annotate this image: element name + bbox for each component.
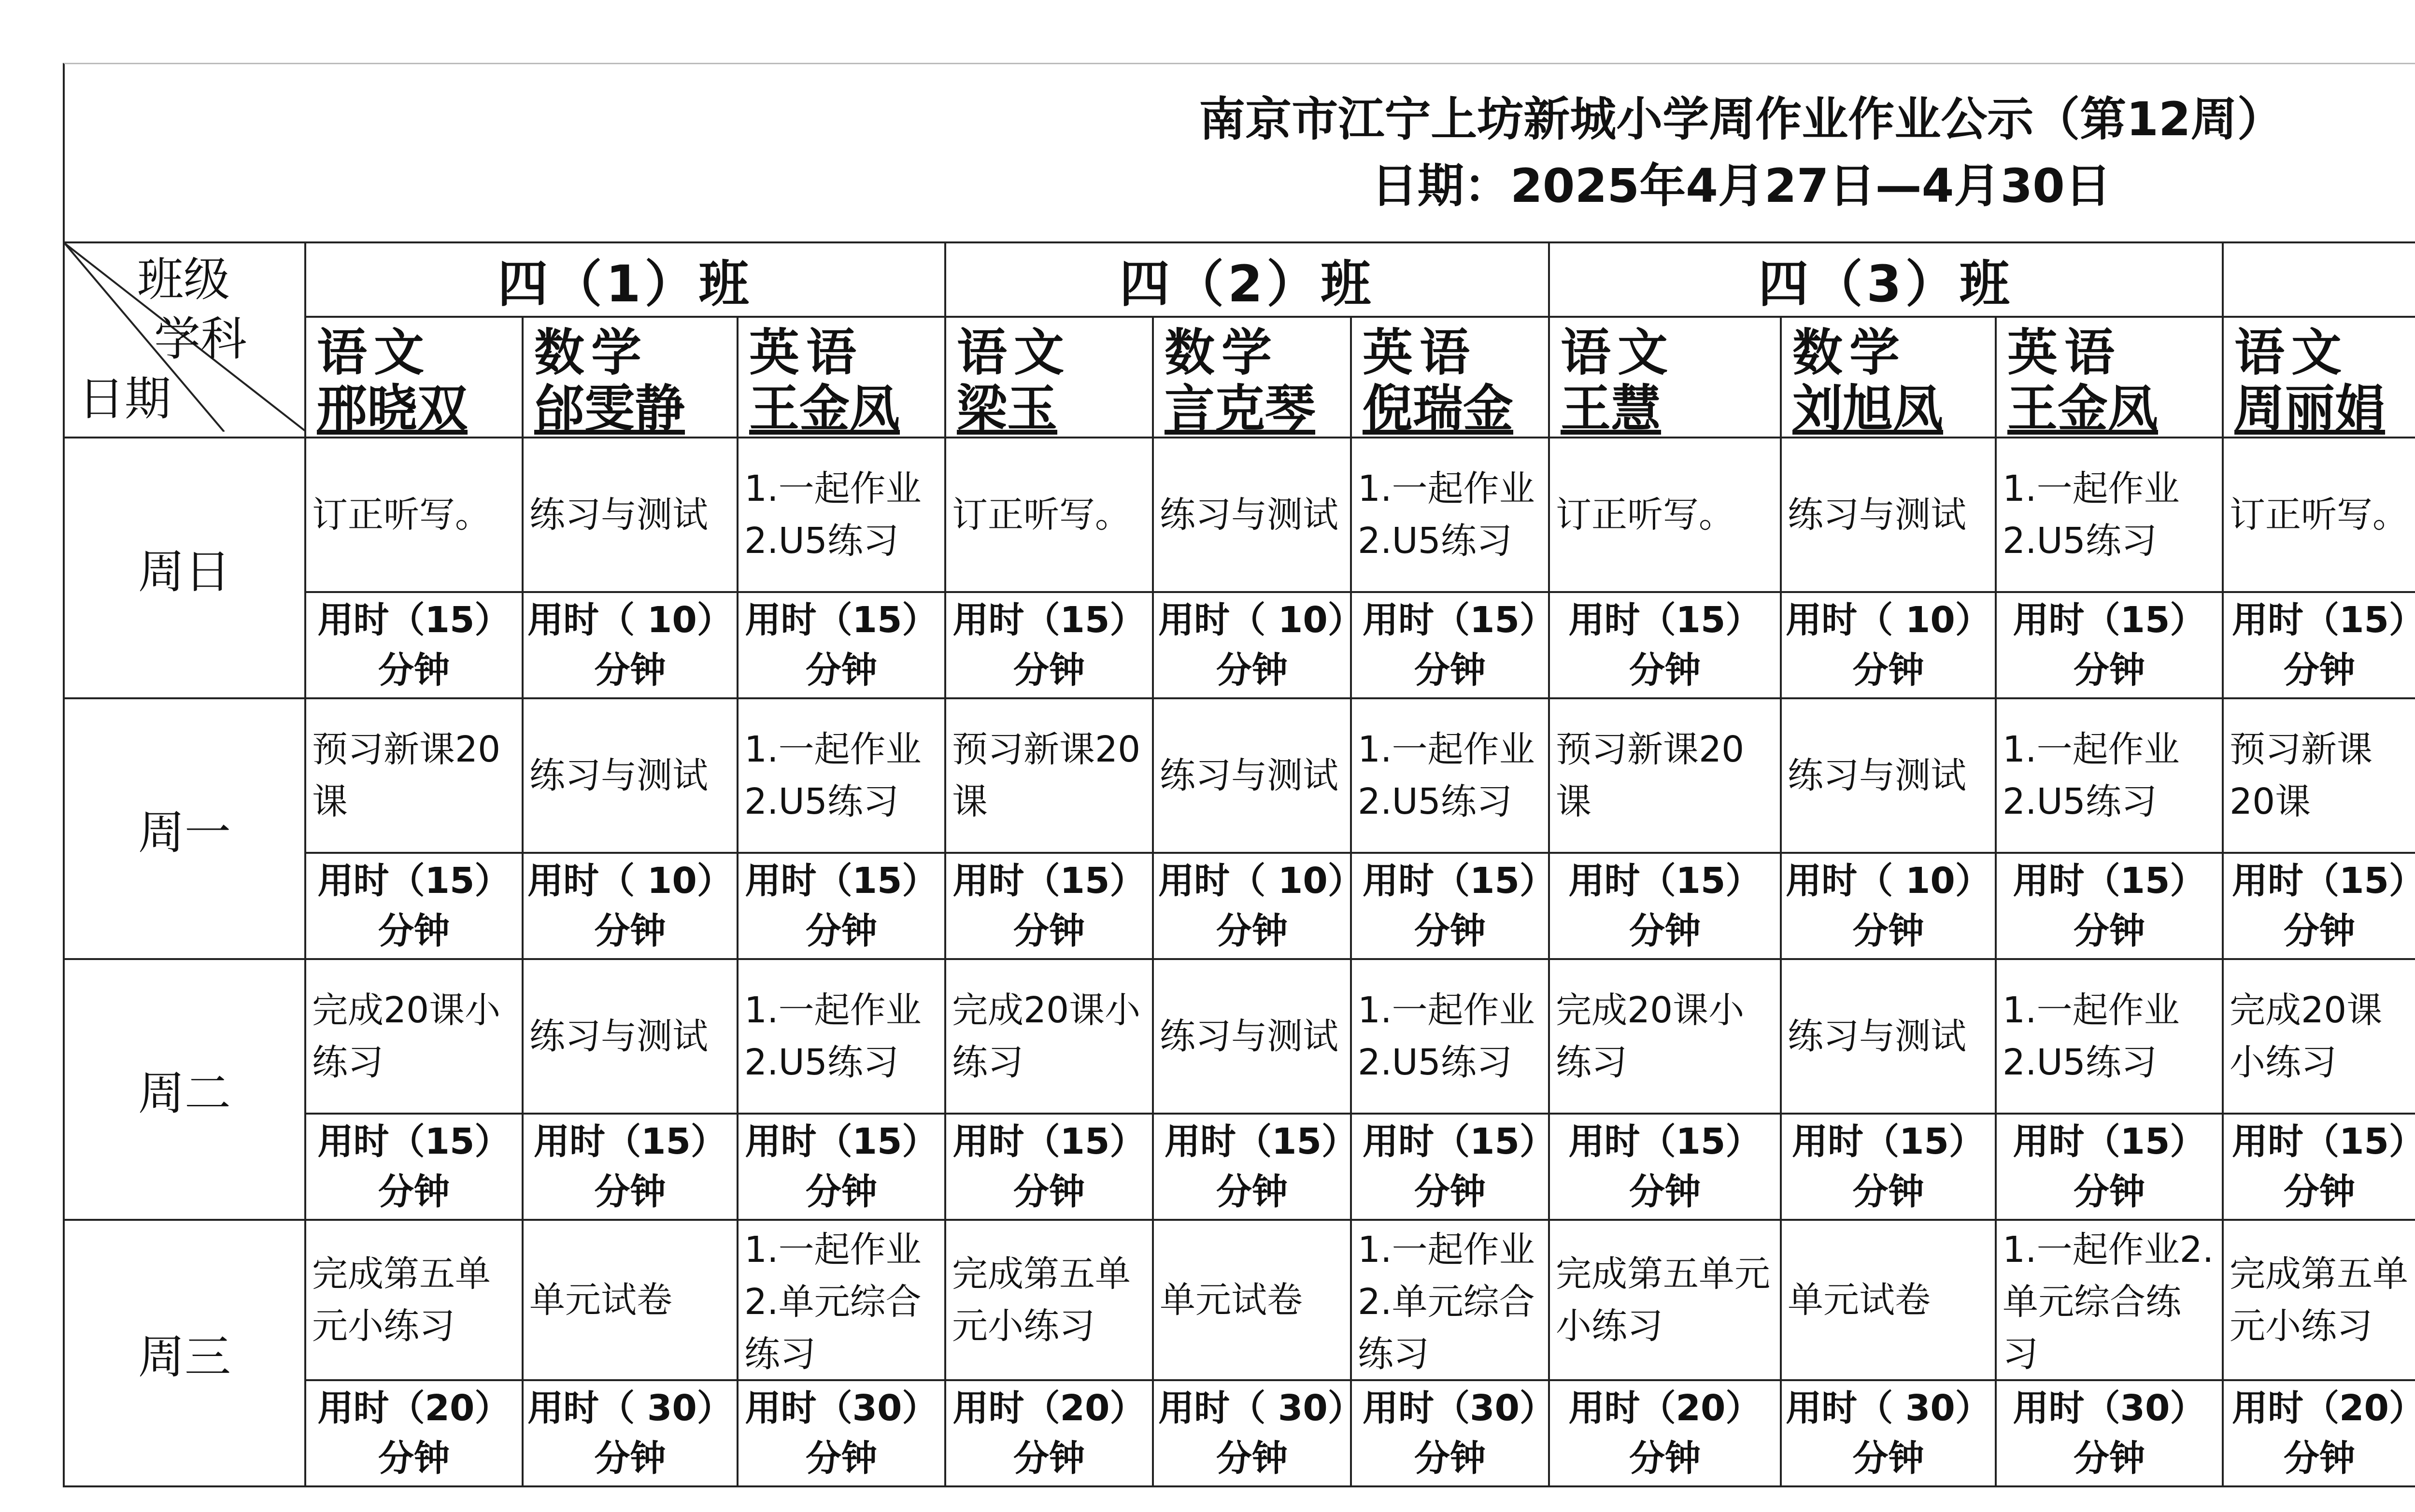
homework-task-text: 1.一起作业2.单元综合练习 — [2003, 1229, 2214, 1375]
day-label: 周三 — [64, 1220, 305, 1486]
time-spent-cell: 用时（15）分钟 — [305, 1114, 523, 1220]
time-spent-cell: 用时（15）分钟 — [2223, 592, 2415, 698]
homework-task-text: 练习与测试 — [1788, 755, 1967, 796]
subject-header-cell — [305, 317, 523, 438]
time-spent-cell: 用时（ 10）分钟 — [1153, 592, 1351, 698]
homework-task-text: 完成20课小练习 — [1556, 989, 1745, 1083]
subject-header-cell — [523, 317, 738, 438]
time-spent-cell: 用时（15）分钟 — [1153, 1114, 1351, 1220]
homework-table — [63, 241, 2415, 1487]
homework-task-cell — [1781, 438, 1996, 592]
teacher-name: 王金凤 — [749, 379, 900, 438]
time-spent-cell: 用时（ 30）分钟 — [1781, 1380, 1996, 1486]
homework-task-text: 1.一起作业2.U5练习 — [2003, 989, 2180, 1083]
homework-task-cell — [738, 959, 945, 1114]
homework-task-text: 1.一起作业 2.U5练习 — [1358, 989, 1535, 1083]
homework-task-cell — [1351, 698, 1549, 853]
homework-task-cell — [945, 698, 1153, 853]
subject-header-cell — [1351, 317, 1549, 438]
homework-task-text: 1.一起作业2.单元综合练习 — [744, 1229, 922, 1375]
day-label: 周一 — [64, 698, 305, 959]
homework-task-cell — [945, 959, 1153, 1114]
time-spent-cell: 用时（20）分钟 — [1549, 1380, 1781, 1486]
title-block — [63, 63, 2415, 241]
homework-task-text: 完成第五单元小练习 — [1556, 1253, 1771, 1347]
time-spent-cell: 用时（15）分钟 — [945, 853, 1153, 959]
time-spent-cell: 用时（15）分钟 — [1996, 592, 2223, 698]
time-spent-cell: 用时（20）分钟 — [305, 1380, 523, 1486]
homework-task-cell — [1781, 1220, 1996, 1380]
time-spent-cell: 用时（15）分钟 — [1781, 1114, 1996, 1220]
subject-header-cell — [2223, 317, 2415, 438]
subject-name: 语文 — [317, 323, 431, 382]
time-spent-cell: 用时（15）分钟 — [738, 592, 945, 698]
subject-name: 数学 — [1165, 323, 1279, 382]
homework-task-cell — [738, 1220, 945, 1380]
time-spent-cell: 用时（15）分钟 — [1351, 853, 1549, 959]
class-header: 四（3）班 — [1549, 242, 2223, 317]
subject-header-cell — [1153, 317, 1351, 438]
time-spent-cell: 用时（ 30）分钟 — [523, 1380, 738, 1486]
time-spent-cell: 用时（ 30）分钟 — [1153, 1380, 1351, 1486]
homework-task-text: 练习与测试 — [1160, 755, 1339, 796]
time-spent-cell: 用时（30）分钟 — [1351, 1380, 1549, 1486]
subject-name: 英语 — [749, 323, 864, 382]
time-spent-cell: 用时（15）分钟 — [1549, 853, 1781, 959]
time-spent-cell: 用时（15）分钟 — [305, 853, 523, 959]
time-spent-cell: 用时（15）分钟 — [2223, 1114, 2415, 1220]
time-spent-cell: 用时（30）分钟 — [1996, 1380, 2223, 1486]
subject-header-cell — [1781, 317, 1996, 438]
homework-task-cell — [1153, 438, 1351, 592]
homework-task-text: 练习与测试 — [1160, 494, 1339, 536]
homework-task-cell — [305, 1220, 523, 1380]
corner-subject-label: 学科 — [154, 312, 247, 366]
homework-task-text: 1.一起作业2.U5练习 — [2003, 729, 2180, 822]
homework-task-cell — [1549, 959, 1781, 1114]
corner-date-label: 日期 — [78, 372, 171, 426]
class-header — [2223, 242, 2415, 317]
homework-task-text: 单元试卷 — [529, 1279, 672, 1321]
teacher-name: 言克琴 — [1165, 379, 1316, 438]
teacher-name: 邰雯静 — [534, 379, 685, 438]
day-label: 周二 — [64, 959, 305, 1220]
subject-name: 语文 — [957, 323, 1071, 382]
homework-task-text: 1.一起作业2.U5练习 — [744, 729, 922, 822]
homework-task-cell — [2223, 959, 2415, 1114]
homework-task-cell — [523, 1220, 738, 1380]
date-range: 日期：2025年4月27日—4月30日 — [1371, 159, 2111, 213]
day-task-row — [64, 438, 2415, 592]
homework-task-text: 1.一起作业2.U5练习 — [744, 468, 922, 562]
homework-task-text: 练习与测试 — [1160, 1016, 1339, 1057]
homework-task-cell — [1549, 698, 1781, 853]
day-task-row — [64, 1220, 2415, 1380]
teacher-name: 梁玉 — [957, 379, 1058, 438]
time-spent-cell: 用时（15）分钟 — [1996, 853, 2223, 959]
homework-task-cell — [1781, 959, 1996, 1114]
homework-task-text: 订正听写。 — [2230, 494, 2409, 536]
homework-task-cell — [1153, 1220, 1351, 1380]
homework-task-cell — [1996, 438, 2223, 592]
homework-task-cell — [1351, 438, 1549, 592]
homework-task-text: 练习与测试 — [529, 1016, 708, 1057]
homework-task-cell — [2223, 1220, 2415, 1380]
subject-header-cell — [738, 317, 945, 438]
homework-task-cell — [305, 959, 523, 1114]
homework-task-text: 完成第五单元小练习 — [312, 1253, 491, 1347]
homework-task-text: 1.一起作业2.U5练习 — [744, 989, 922, 1083]
teacher-name: 周丽娟 — [2234, 379, 2386, 438]
time-spent-cell: 用时（15）分钟 — [1549, 1114, 1781, 1220]
homework-task-text: 预习新课20课 — [2230, 729, 2373, 822]
homework-task-text: 完成20课小练习 — [952, 989, 1141, 1083]
time-spent-cell: 用时（ 10）分钟 — [523, 853, 738, 959]
time-spent-cell: 用时（15）分钟 — [1549, 592, 1781, 698]
homework-task-cell — [2223, 698, 2415, 853]
homework-task-cell — [1996, 698, 2223, 853]
homework-task-text: 练习与测试 — [529, 494, 708, 536]
day-time-row — [64, 592, 2415, 698]
homework-task-cell — [1153, 698, 1351, 853]
homework-task-text: 练习与测试 — [1788, 1016, 1967, 1057]
homework-task-cell — [1153, 959, 1351, 1114]
time-spent-cell: 用时（ 10）分钟 — [1153, 853, 1351, 959]
subject-name: 语文 — [2234, 323, 2349, 382]
homework-task-cell — [305, 438, 523, 592]
homework-task-cell — [945, 1220, 1153, 1380]
homework-task-text: 完成第五单元小练习 — [952, 1253, 1131, 1347]
time-spent-cell: 用时（15）分钟 — [523, 1114, 738, 1220]
time-spent-cell: 用时（ 10）分钟 — [1781, 592, 1996, 698]
day-task-row — [64, 959, 2415, 1114]
homework-task-text: 预习新课20课 — [952, 729, 1141, 822]
teacher-name: 倪瑞金 — [1363, 379, 1514, 438]
homework-task-text: 完成20课小练习 — [312, 989, 501, 1083]
subject-name: 英语 — [1363, 323, 1477, 382]
subject-name: 数学 — [534, 323, 649, 382]
homework-task-text: 完成第五单元小练习 — [2230, 1253, 2409, 1347]
homework-sheet — [63, 63, 2415, 1487]
day-time-row — [64, 1114, 2415, 1220]
homework-task-text: 单元试卷 — [1788, 1279, 1931, 1321]
class-header: 四（1）班 — [305, 242, 945, 317]
class-header: 四（2）班 — [945, 242, 1549, 317]
time-spent-cell: 用时（20）分钟 — [2223, 1380, 2415, 1486]
time-spent-cell: 用时（15）分钟 — [305, 592, 523, 698]
homework-task-cell — [738, 438, 945, 592]
homework-task-text: 1.一起作业 2.U5练习 — [1358, 729, 1535, 822]
homework-task-cell — [945, 438, 1153, 592]
subject-name: 语文 — [1561, 323, 1675, 382]
corner-class-label: 班级 — [137, 253, 230, 307]
homework-task-text: 预习新课20课 — [1556, 729, 1745, 822]
homework-task-cell — [1996, 1220, 2223, 1380]
teacher-name: 刘旭凤 — [1792, 379, 1944, 438]
corner-header-cell — [64, 242, 305, 438]
day-time-row — [64, 1380, 2415, 1486]
homework-task-cell — [305, 698, 523, 853]
homework-task-text: 1.一起作业2.U5练习 — [2003, 468, 2180, 562]
homework-task-text: 练习与测试 — [529, 755, 708, 796]
homework-task-text: 练习与测试 — [1788, 494, 1967, 536]
homework-task-cell — [1996, 959, 2223, 1114]
teacher-name: 邢晓双 — [317, 379, 468, 438]
homework-task-text: 单元试卷 — [1160, 1279, 1303, 1321]
time-spent-cell: 用时（ 10）分钟 — [1781, 853, 1996, 959]
homework-task-cell — [1351, 959, 1549, 1114]
subject-header-cell — [1549, 317, 1781, 438]
homework-task-cell — [738, 698, 945, 853]
time-spent-cell: 用时（20）分钟 — [945, 1380, 1153, 1486]
time-spent-cell: 用时（15）分钟 — [738, 1114, 945, 1220]
day-time-row — [64, 853, 2415, 959]
homework-task-cell — [523, 438, 738, 592]
time-spent-cell: 用时（15）分钟 — [738, 853, 945, 959]
homework-task-text: 订正听写。 — [952, 494, 1131, 536]
subject-name: 英语 — [2007, 323, 2122, 382]
subject-header-cell — [1996, 317, 2223, 438]
homework-task-cell — [1781, 698, 1996, 853]
homework-task-text: 1.一起作业 2.单元综合练习 — [1358, 1229, 1535, 1375]
page-title: 南京市江宁上坊新城小学周作业作业公示（第12周） — [1199, 92, 2284, 146]
time-spent-cell: 用时（15）分钟 — [1351, 592, 1549, 698]
teacher-name: 王慧 — [1561, 379, 1662, 438]
homework-task-cell — [523, 698, 738, 853]
time-spent-cell: 用时（15）分钟 — [1351, 1114, 1549, 1220]
time-spent-cell: 用时（ 10）分钟 — [523, 592, 738, 698]
time-spent-cell: 用时（15）分钟 — [945, 592, 1153, 698]
time-spent-cell: 用时（30）分钟 — [738, 1380, 945, 1486]
day-task-row — [64, 698, 2415, 853]
teacher-name: 王金凤 — [2007, 379, 2159, 438]
subject-header-row — [64, 317, 2415, 438]
homework-task-cell — [2223, 438, 2415, 592]
homework-task-cell — [1351, 1220, 1549, 1380]
class-header-row — [64, 242, 2415, 317]
time-spent-cell: 用时（15）分钟 — [945, 1114, 1153, 1220]
homework-task-cell — [1549, 438, 1781, 592]
homework-task-text: 1.一起作业 2.U5练习 — [1358, 468, 1535, 562]
homework-task-text: 完成20课小练习 — [2230, 989, 2383, 1083]
homework-task-text: 订正听写。 — [1556, 494, 1735, 536]
homework-task-cell — [523, 959, 738, 1114]
day-label: 周日 — [64, 438, 305, 698]
time-spent-cell: 用时（15）分钟 — [1996, 1114, 2223, 1220]
homework-task-text: 订正听写。 — [312, 494, 491, 536]
time-spent-cell: 用时（15）分钟 — [2223, 853, 2415, 959]
subject-header-cell — [945, 317, 1153, 438]
homework-task-cell — [1549, 1220, 1781, 1380]
subject-name: 数学 — [1792, 323, 1907, 382]
homework-task-text: 预习新课20课 — [312, 729, 501, 822]
